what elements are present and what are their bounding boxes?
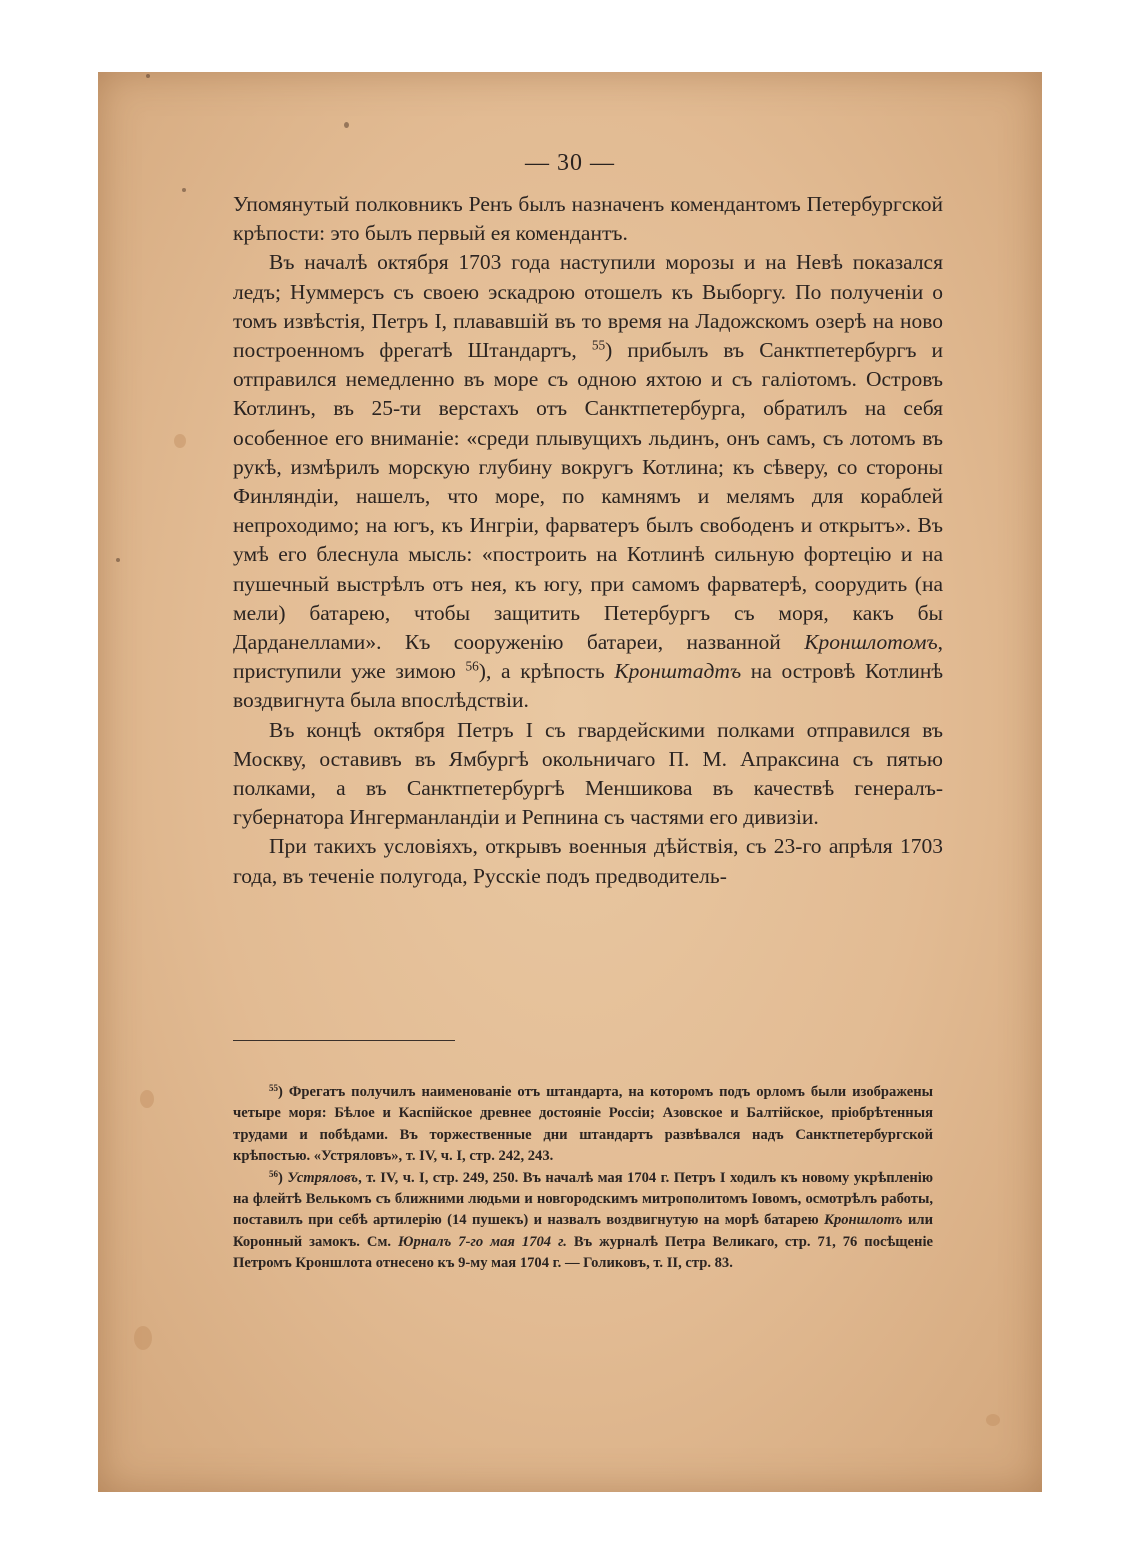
paper-stain [134,1326,152,1350]
ink-speck [146,74,150,78]
footnote-56: $^{56}$) Устряловъ, т. IV, ч. I, стр. 249, 250. Въ началѣ мая 1704 г. Петръ I ходилъ къ новому укрѣпленію на флейтѣ Велькомъ съ ближними людьми и новгородскимъ митрополитомъ Іовомъ, осмотрѣлъ работы, поставилъ при себѣ артилерію (14 пушекъ) и назвалъ воздвигнутую на морѣ батарею Кроншлотъ или Коронный замокъ. См. Юрналъ 7-го мая 1704 г. Въ журналѣ Петра Великаго, стр. 71, 76 посѣщеніе Петромъ Кроншлота отнесено къ 9-му мая 1704 г. — Голиковъ, т. II, стр. 83. [233,1168,933,1272]
italic-kronshlot-note: Кроншлотъ [824,1212,903,1229]
scanned-page [98,72,1042,1492]
footnote-separator [233,1040,455,1041]
main-text [233,190,943,891]
paper-stain [986,1414,1000,1426]
page-number: — 30 — [525,150,615,176]
ink-speck [116,558,120,562]
ink-speck [182,188,186,192]
paragraph-3: Въ концѣ октября Петръ I съ гвардейскими полками отправился въ Москву, оставивъ въ Ямбургѣ окольничаго П. М. Апраксина съ пятью полками, а въ Санктпетербургѣ Меншикова въ качествѣ генералъ-губернатора Ингерманландіи и Репнина съ частями его дивизіи. [233,717,943,830]
paragraph-2: Въ началѣ октября 1703 года наступили морозы и на Невѣ показался ледъ; Нуммерсъ съ своею эскадрою отошелъ къ Выборгу. По полученіи о томъ извѣстія, Петръ I, плававшій въ то время на Ладожскомъ озерѣ на ново построенномъ фрегатѣ Штандартъ, $^{55}$) прибылъ въ Санктпетербургъ и отправился немедленно въ море съ одною яхтою и съ галіотомъ. Островъ Котлинъ, въ 25-ти верстахъ отъ Санктпетербурга, обратилъ на себя особенное его вниманіе: «среди плывущихъ льдинъ, онъ самъ, съ лотомъ въ рукѣ, измѣрилъ морскую глубину вокругъ Котлина; къ сѣверу, со стороны Финляндіи, нашелъ, что море, по камнямъ и мелямъ для кораблей непроходимо; на югъ, къ Ингріи, фарватеръ былъ свободенъ и открытъ». Въ умѣ его блеснула мысль: «построить на Котлинѣ сильную фортецію и на пушечный выстрѣлъ отъ нея, къ югу, при самомъ фарватерѣ, соорудить (на мели) батарею, чтобы защитить Петербургъ съ моря, какъ бы Дарданеллами». Къ сооруженію батареи, названной Кроншлотомъ, приступили уже зимою $^{56}$), а крѣпость Кронштадтъ на островѣ Котлинѣ воздвигнута была впослѣдствіи. [233,250,944,713]
paragraph-4: При такихъ условіяхъ, открывъ военныя дѣйствія, съ 23-го апрѣля 1703 года, въ теченіе полугода, Русскіе подъ предводитель- [233,834,943,888]
footnotes [233,1082,933,1275]
footnote-ref-55[interactable]: 55 [591,337,606,353]
ink-speck [344,122,349,128]
italic-journal: Юрналъ 7-го мая 1704 г. [398,1233,567,1250]
footnote-marker-55: 55 [269,1083,279,1094]
footnote-marker-56: 56 [269,1168,279,1179]
footnote-ref-56[interactable]: 56 [465,658,479,674]
paper-stain [174,434,186,448]
paragraph-1: Упомянутый полковникъ Ренъ былъ назначенъ комендантомъ Петербургской крѣпости: это былъ первый ея комендантъ. [233,192,943,246]
paper-stain [140,1090,154,1108]
footnote-55: $^{55}$) Фрегатъ получилъ наименованіе отъ штандарта, на которомъ подъ орломъ были изображены четыре моря: Бѣлое и Каспійское древнее достояніе Россіи; Азовское и Балтійское, пріобрѣтенныя трудами и побѣдами. Въ торжественные дни штандартъ развѣвался надъ Санктпетербургской крѣпостью. «Устряловъ», т. IV, ч. I, стр. 242, 243. [233,1083,933,1165]
italic-kronshlot: Кроншлотомъ [804,630,938,655]
footnote-author: Устряловъ [287,1169,359,1186]
italic-kronshtadt: Кронштадтъ [614,659,742,684]
